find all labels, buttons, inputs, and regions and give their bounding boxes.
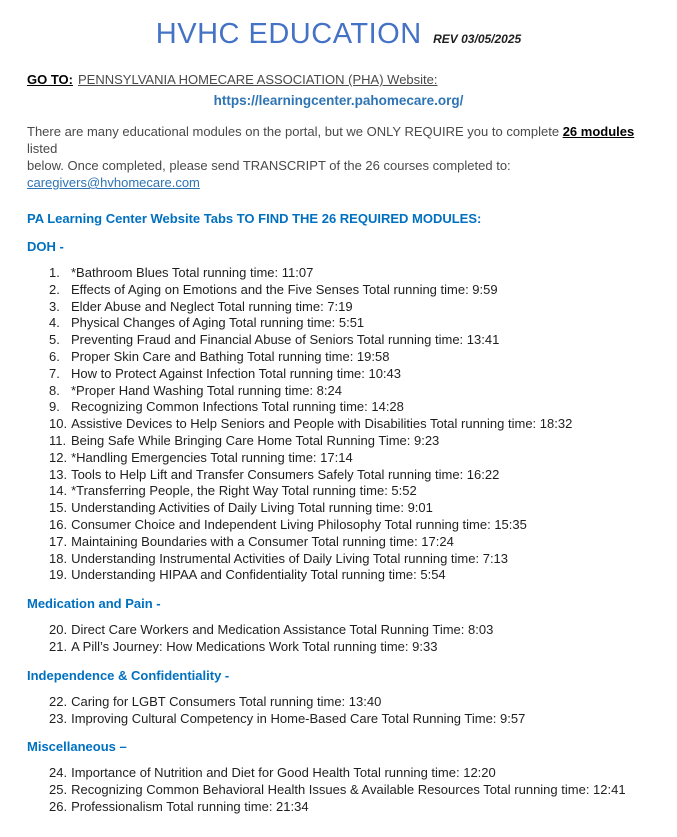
item-number: 26.	[49, 798, 68, 814]
list-item	[49, 366, 650, 383]
intro-text-1: There are many educational modules on the portal, but we ONLY REQUIRE you to complete	[27, 124, 563, 139]
list-item	[49, 433, 650, 450]
item-number: 15.	[49, 500, 68, 516]
item-number: 4.	[49, 315, 60, 331]
goto-line	[27, 71, 650, 88]
item-number: 11.	[49, 432, 67, 448]
list-item	[49, 315, 650, 332]
list-item	[49, 711, 650, 728]
item-text: A Pill’s Journey: How Medications Work Total running time: 9:33	[71, 638, 438, 654]
item-text: Understanding Instrumental Activities of Daily Living Total running time: 7:13	[71, 550, 509, 566]
item-text: Understanding HIPAA and Confidentiality Total running time: 5:54	[71, 567, 446, 583]
module-list	[27, 265, 650, 584]
item-number: 17.	[49, 533, 68, 549]
item-text: *Handling Emergencies Total running time: 17:14	[71, 449, 353, 465]
item-number: 10.	[49, 416, 68, 432]
item-number: 16.	[49, 516, 68, 532]
item-number: 25.	[49, 782, 68, 798]
list-item	[49, 517, 650, 534]
list-item	[49, 622, 650, 639]
item-text: Being Safe While Bringing Care Home Total Running Time: 9:23	[71, 432, 440, 448]
list-item	[49, 282, 650, 299]
item-text: Maintaining Boundaries with a Consumer Total running time: 17:24	[71, 533, 454, 549]
item-number: 19.	[49, 567, 68, 583]
list-item	[49, 567, 650, 584]
list-item	[49, 467, 650, 484]
item-text: Preventing Fraud and Financial Abuse of Seniors Total running time: 13:41	[71, 332, 500, 348]
item-text: Assistive Devices to Help Seniors and People with Disabilities Total running time: 18:32	[71, 416, 573, 432]
item-text: Caring for LGBT Consumers Total running time: 13:40	[71, 693, 382, 709]
item-text: Recognizing Common Infections Total running time: 14:28	[71, 399, 404, 415]
list-item	[49, 349, 650, 366]
item-number: 5.	[49, 332, 60, 348]
module-section	[27, 667, 650, 728]
item-text: Consumer Choice and Independent Living Philosophy Total running time: 15:35	[71, 516, 527, 532]
modules-count-emphasis: 26 modules	[562, 124, 635, 139]
list-item	[49, 639, 650, 656]
item-text: Improving Cultural Competency in Home-Based Care Total Running Time: 9:57	[71, 710, 526, 726]
required-modules-heading: PA Learning Center Website Tabs TO FIND THE 26 REQUIRED MODULES:	[27, 211, 482, 226]
item-number: 21.	[49, 638, 68, 654]
item-text: Effects of Aging on Emotions and the Five Senses Total running time: 9:59	[71, 281, 498, 297]
item-number: 8.	[49, 382, 60, 398]
intro-text-3: below. Once completed, please send TRANSCRIPT of the 26 courses completed to:	[27, 158, 511, 173]
list-item	[49, 694, 650, 711]
item-number: 6.	[49, 348, 60, 364]
goto-label: GO TO:	[27, 72, 73, 87]
module-list	[27, 622, 650, 656]
list-item	[49, 332, 650, 349]
item-number: 20.	[49, 622, 68, 638]
list-item	[49, 265, 650, 282]
item-text: *Transferring People, the Right Way Total running time: 5:52	[71, 483, 417, 499]
module-section	[27, 595, 650, 656]
item-text: Importance of Nutrition and Diet for Good Health Total running time: 12:20	[71, 765, 496, 781]
module-sections	[27, 238, 650, 816]
url-line	[27, 92, 650, 110]
item-number: 23.	[49, 710, 68, 726]
caregivers-email-link[interactable]: caregivers@hvhomecare.com	[27, 175, 200, 190]
item-number: 9.	[49, 399, 60, 415]
list-item	[49, 500, 650, 517]
item-text: *Proper Hand Washing Total running time: 8:24	[71, 382, 342, 398]
list-item	[49, 782, 650, 799]
item-number: 2.	[49, 281, 60, 297]
item-number: 3.	[49, 298, 60, 314]
item-text: Understanding Activities of Daily Living Total running time: 9:01	[71, 500, 433, 516]
list-item	[49, 799, 650, 816]
module-list	[27, 694, 650, 728]
page-title: HVHC EDUCATION	[155, 18, 422, 50]
item-text: How to Protect Against Infection Total running time: 10:43	[71, 365, 402, 381]
module-list	[27, 765, 650, 815]
section-heading: DOH -	[27, 239, 64, 254]
item-text: Elder Abuse and Neglect Total running time: 7:19	[71, 298, 353, 314]
list-item	[49, 416, 650, 433]
list-item	[49, 765, 650, 782]
item-number: 14.	[49, 483, 68, 499]
list-item	[49, 299, 650, 316]
item-number: 18.	[49, 550, 68, 566]
list-item	[49, 383, 650, 400]
learning-center-link[interactable]: https://learningcenter.pahomecare.org/	[213, 93, 464, 108]
revision-date: REV 03/05/2025	[433, 32, 522, 46]
title-row	[27, 18, 650, 51]
item-number: 12.	[49, 449, 68, 465]
list-item	[49, 399, 650, 416]
item-number: 1.	[49, 265, 60, 280]
list-item	[49, 534, 650, 551]
module-section	[27, 238, 650, 584]
item-text: Direct Care Workers and Medication Assistance Total Running Time: 8:03	[71, 622, 494, 638]
item-number: 7.	[49, 365, 60, 381]
item-text: Proper Skin Care and Bathing Total running time: 19:58	[71, 348, 390, 364]
item-text: Recognizing Common Behavioral Health Issues & Available Resources Total running time: 12:41	[71, 782, 626, 798]
item-text: Physical Changes of Aging Total running time: 5:51	[71, 315, 365, 331]
item-number: 13.	[49, 466, 68, 482]
section-heading: Independence & Confidentiality -	[27, 667, 230, 683]
pha-website-label: PENNSYLVANIA HOMECARE ASSOCIATION (PHA) Website:	[77, 72, 438, 87]
section-heading: Miscellaneous –	[27, 739, 127, 755]
item-number: 24.	[49, 765, 68, 781]
item-text: *Bathroom Blues Total running time: 11:07	[71, 265, 314, 280]
item-number: 22.	[49, 693, 68, 709]
list-item	[49, 450, 650, 467]
list-item	[49, 551, 650, 568]
module-section	[27, 738, 650, 815]
intro-paragraph	[27, 123, 650, 191]
section-heading: Medication and Pain -	[27, 596, 161, 612]
item-text: Professionalism Total running time: 21:34	[71, 798, 309, 814]
item-text: Tools to Help Lift and Transfer Consumers Safely Total running time: 16:22	[71, 466, 500, 482]
intro-text-2: listed	[27, 141, 58, 156]
list-item	[49, 483, 650, 500]
